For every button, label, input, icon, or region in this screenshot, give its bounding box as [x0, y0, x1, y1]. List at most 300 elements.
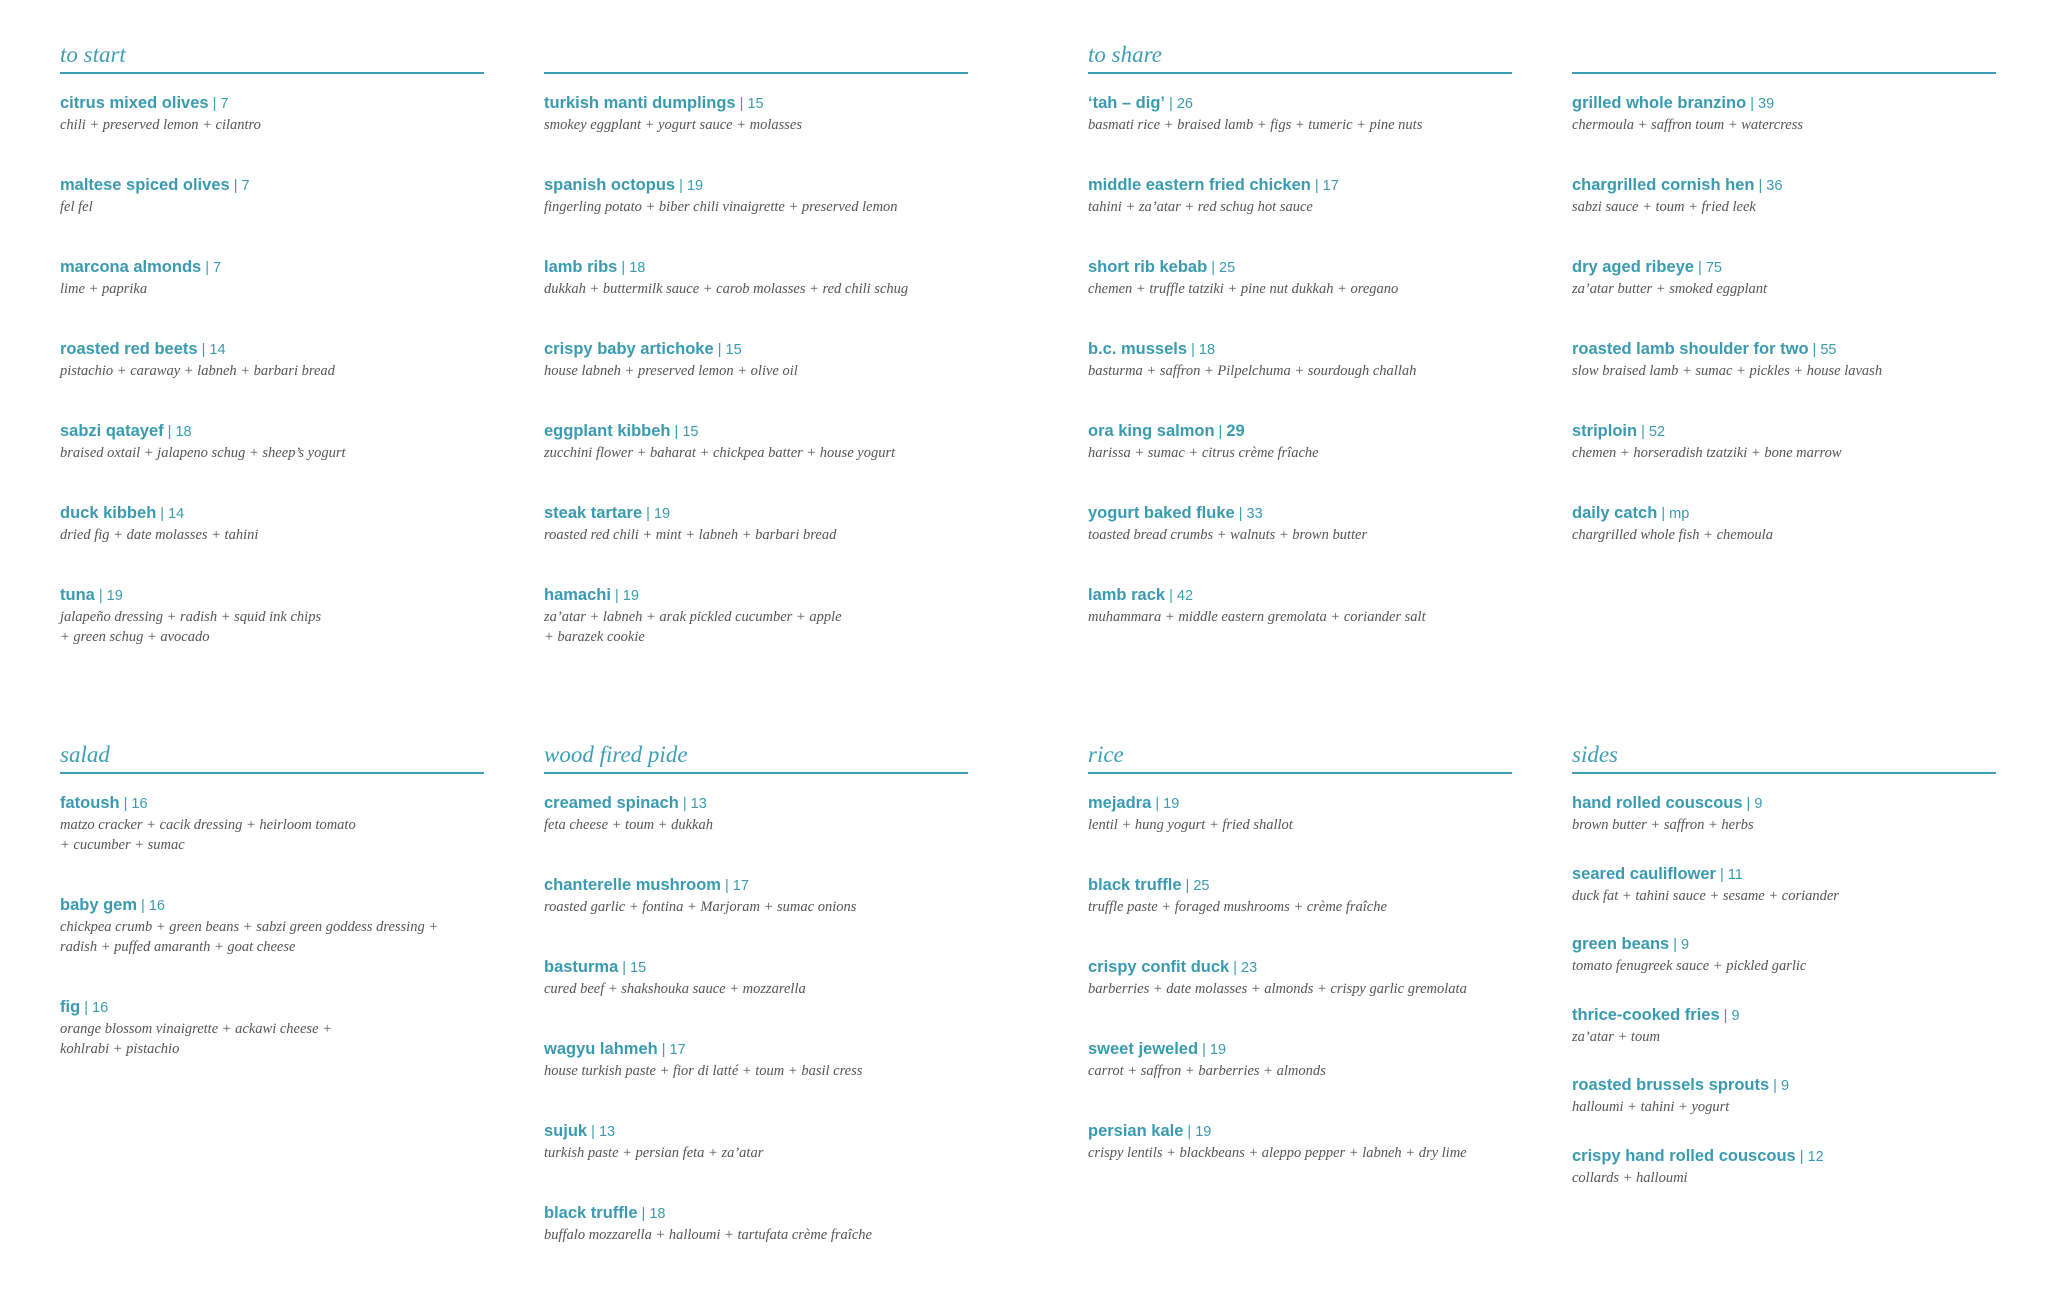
price-separator: |: [1769, 1078, 1781, 1094]
menu-item: [60, 996, 484, 1098]
dish-name: sabzi qatayef: [60, 422, 164, 440]
section-title-sides: sides: [1572, 740, 1996, 774]
menu-item: [544, 338, 968, 420]
dish-price: 13: [690, 796, 707, 812]
menu-item: [1088, 338, 1512, 420]
dish-price: 29: [1226, 422, 1245, 440]
menu-item: [1088, 420, 1512, 502]
dish-price: 19: [686, 178, 704, 194]
dish-description: chargrilled whole fish + chemoula: [1572, 527, 1773, 543]
price-separator: |: [642, 506, 654, 522]
dish-price: 17: [669, 1042, 686, 1058]
menu-item-heading: [544, 174, 968, 197]
dish-description: smokey eggplant + yogurt sauce + molasses: [544, 117, 802, 133]
price-separator: |: [1795, 1148, 1808, 1165]
dish-name: wagyu lahmeh: [544, 1040, 658, 1058]
menu-list-to-share-continued: [1572, 92, 1996, 584]
menu-item: [544, 956, 968, 1038]
dish-description: collards + halloumi: [1572, 1169, 1688, 1186]
menu-item: [60, 338, 484, 420]
column-to-start: [60, 40, 484, 666]
price-separator: |: [1234, 506, 1247, 522]
menu-item: [544, 1202, 968, 1284]
dish-price: 7: [241, 178, 250, 194]
dish-price: 14: [209, 342, 226, 358]
menu-item-heading: [1572, 792, 1996, 815]
menu-item-heading: [1572, 1074, 1996, 1097]
menu-item: [60, 792, 484, 894]
dish-name: fatoush: [60, 794, 120, 812]
price-separator: |: [1198, 1042, 1210, 1058]
dish-name: turkish manti dumplings: [544, 94, 736, 112]
menu-item: [1088, 92, 1512, 174]
dish-price: 19: [1195, 1124, 1212, 1140]
menu-item: [544, 92, 968, 174]
dish-description: feta cheese + toum + dukkah: [544, 817, 713, 833]
price-separator: |: [201, 260, 214, 276]
menu-item-heading: [544, 338, 968, 361]
menu-item-heading: [544, 92, 968, 115]
menu-item: [544, 256, 968, 338]
menu-item-heading: [1088, 338, 1512, 361]
column-sides: [1572, 740, 1996, 1215]
dish-price: 18: [649, 1206, 666, 1222]
dish-description: sabzi sauce + toum + fried leek: [1572, 199, 1756, 215]
menu-item-heading: [60, 256, 484, 279]
dish-name: citrus mixed olives: [60, 94, 209, 112]
dish-name: grilled whole branzino: [1572, 94, 1747, 112]
dish-description: cured beef + shakshouka sauce + mozzarella: [544, 981, 806, 997]
menu-item: [544, 792, 968, 874]
menu-list-to-share: [1088, 92, 1512, 666]
menu-item: [1572, 338, 1996, 420]
section-title-salad: salad: [60, 740, 484, 774]
section-title-wood-fired-pide: wood fired pide: [544, 740, 968, 774]
menu-item: [60, 894, 484, 996]
price-separator: |: [1165, 96, 1177, 112]
dish-description: turkish paste + persian feta + za’atar: [544, 1145, 764, 1161]
price-separator: |: [1754, 178, 1767, 194]
dish-price: 19: [622, 588, 639, 604]
dish-name: short rib kebab: [1088, 258, 1208, 276]
price-separator: |: [1719, 1007, 1732, 1024]
dish-description: chickpea crumb + green beans + sabzi green goddess dressing +: [60, 919, 439, 935]
price-separator: |: [1746, 96, 1759, 112]
menu-item-heading: [60, 792, 484, 815]
dish-price: 42: [1176, 588, 1194, 604]
price-separator: |: [1715, 866, 1728, 883]
menu-item: [1088, 792, 1512, 874]
dish-name: maltese spiced olives: [60, 176, 230, 194]
menu-item-heading: [1088, 874, 1512, 897]
menu-item: [60, 174, 484, 256]
price-separator: |: [1229, 960, 1242, 976]
column-to-share-continued: [1572, 40, 1996, 584]
dish-name: roasted brussels sprouts: [1572, 1076, 1770, 1094]
price-separator: |: [1187, 342, 1199, 358]
dish-price: 18: [629, 260, 646, 276]
dish-description: duck fat + tahini sauce + sesame + coriander: [1572, 887, 1839, 904]
menu-item: [1088, 874, 1512, 956]
dish-description: radish + puffed amaranth + goat cheese: [60, 939, 296, 955]
dish-price: 7: [213, 260, 222, 276]
price-separator: |: [94, 588, 107, 604]
dish-description: chili + preserved lemon + cilantro: [60, 117, 261, 133]
dish-description: fingerling potato + biber chili vinaigrette + preserved lemon: [544, 199, 898, 215]
dish-price: 9: [1731, 1007, 1740, 1024]
price-separator: |: [163, 424, 176, 440]
price-separator: |: [1165, 588, 1177, 604]
dish-name: baby gem: [60, 896, 138, 914]
dish-price: 18: [1198, 342, 1216, 358]
dish-name: daily catch: [1572, 504, 1658, 522]
menu-item: [544, 584, 968, 666]
dish-name: ora king salmon: [1088, 422, 1215, 440]
dish-name: crispy hand rolled couscous: [1572, 1146, 1796, 1165]
menu-item: [544, 420, 968, 502]
menu-item: [544, 1120, 968, 1202]
dish-description: slow braised lamb + sumac + pickles + house lavash: [1572, 363, 1883, 379]
menu-item-heading: [60, 502, 484, 525]
dish-price: 75: [1705, 260, 1722, 276]
price-separator: |: [197, 342, 210, 358]
dish-description: za’atar + labneh + arak pickled cucumber + apple: [544, 609, 842, 625]
menu-item-heading: [1088, 584, 1512, 607]
dish-description: roasted red chili + mint + labneh + barbari bread: [544, 527, 837, 543]
dish-name: roasted lamb shoulder for two: [1572, 340, 1809, 358]
dish-name: mejadra: [1088, 794, 1152, 812]
menu-list-salad: [60, 792, 484, 1098]
menu-item: [1572, 174, 1996, 256]
dish-name: creamed spinach: [544, 794, 679, 812]
menu-list-sides: [1572, 792, 1996, 1215]
menu-item-heading: [1572, 92, 1996, 115]
dish-description: lime + paprika: [60, 281, 148, 297]
dish-description: kohlrabi + pistachio: [60, 1041, 180, 1057]
dish-price: 52: [1648, 424, 1666, 440]
dish-price: 9: [1754, 796, 1763, 812]
dish-name: thrice-cooked fries: [1572, 1005, 1720, 1024]
dish-price: 16: [92, 1000, 109, 1016]
menu-item: [1088, 956, 1512, 1038]
price-separator: |: [229, 178, 242, 194]
dish-price: 13: [598, 1124, 616, 1140]
menu-item-heading: [544, 792, 968, 815]
price-separator: |: [137, 898, 149, 914]
dish-name: middle eastern fried chicken: [1088, 176, 1311, 194]
dish-name: sujuk: [544, 1122, 588, 1140]
menu-item-heading: [1572, 338, 1996, 361]
dish-description: chermoula + saffron toum + watercress: [1572, 117, 1804, 133]
dish-description: fel fel: [60, 199, 93, 215]
price-separator: |: [156, 506, 169, 522]
dish-description: + cucumber + sumac: [60, 837, 185, 853]
section-rule: [544, 40, 968, 74]
dish-name: duck kibbeh: [60, 504, 157, 522]
dish-description: muhammara + middle eastern gremolata + coriander salt: [1088, 609, 1426, 625]
menu-item: [1088, 502, 1512, 584]
dish-description: za’atar butter + smoked eggplant: [1572, 281, 1768, 297]
menu-item-heading: [1572, 174, 1996, 197]
dish-name: roasted red beets: [60, 340, 198, 358]
dish-name: striploin: [1572, 422, 1638, 440]
dish-name: b.c. mussels: [1088, 340, 1188, 358]
menu-item-heading: [544, 1120, 968, 1143]
dish-description: chemen + truffle tatziki + pine nut dukkah + oregano: [1088, 281, 1399, 297]
price-separator: |: [1181, 878, 1194, 894]
menu-item-heading: [60, 584, 484, 607]
dish-name: ‘tah – dig’: [1088, 94, 1166, 112]
column-wood-fired-pide: [544, 740, 968, 1284]
dish-description: tomato fenugreek sauce + pickled garlic: [1572, 958, 1807, 974]
price-separator: |: [1310, 178, 1323, 194]
dish-price: 12: [1807, 1148, 1824, 1165]
menu-item-heading: [1088, 792, 1512, 815]
menu-item: [60, 584, 484, 666]
menu-item: [1572, 1074, 1996, 1145]
menu-item-heading: [60, 174, 484, 197]
column-salad: [60, 740, 484, 1098]
price-separator: |: [1669, 937, 1682, 953]
dish-name: lamb ribs: [544, 258, 618, 276]
column-rice: [1088, 740, 1512, 1202]
dish-price: 19: [1209, 1042, 1227, 1058]
dish-price: 15: [725, 342, 742, 358]
dish-name: yogurt baked fluke: [1088, 504, 1235, 522]
menu-item-heading: [1088, 92, 1512, 115]
price-separator: |: [1657, 506, 1670, 522]
dish-name: lamb rack: [1088, 586, 1166, 604]
dish-description: lentil + hung yogurt + fried shallot: [1088, 817, 1293, 833]
menu-item-heading: [1088, 174, 1512, 197]
menu-item-heading: [544, 420, 968, 443]
dish-price: 15: [630, 960, 647, 976]
dish-price: 9: [1780, 1078, 1790, 1094]
menu-item: [544, 502, 968, 584]
section-title-rice: rice: [1088, 740, 1512, 774]
menu-list-to-start-continued: [544, 92, 968, 666]
price-separator: |: [713, 342, 726, 358]
menu-item: [1572, 933, 1996, 1004]
menu-item-heading: [544, 256, 968, 279]
dish-description: brown butter + saffron + herbs: [1572, 817, 1754, 833]
menu-item-heading: [1572, 933, 1996, 956]
price-separator: |: [735, 96, 748, 112]
dish-price: 16: [131, 796, 148, 812]
menu-item-heading: [60, 92, 484, 115]
menu-item-heading: [1572, 502, 1996, 525]
menu-item: [1088, 256, 1512, 338]
dish-description: dried fig + date molasses + tahini: [60, 527, 259, 543]
menu-item-heading: [544, 584, 968, 607]
dish-price: 23: [1241, 960, 1258, 976]
dish-price: 7: [220, 96, 229, 112]
dish-price: 25: [1219, 260, 1236, 276]
menu-item: [1572, 502, 1996, 584]
dish-description: orange blossom vinaigrette + ackawi cheese +: [60, 1021, 332, 1037]
menu-list-to-start: [60, 92, 484, 666]
dish-name: marcona almonds: [60, 258, 202, 276]
menu-list-rice: [1088, 792, 1512, 1202]
menu-item: [60, 92, 484, 174]
price-separator: |: [587, 1124, 599, 1140]
dish-description: jalapeño dressing + radish + squid ink chips: [60, 609, 322, 625]
section-title-to-start: to start: [60, 40, 484, 74]
dish-price: 16: [148, 898, 165, 914]
dish-price: 9: [1681, 937, 1690, 953]
dish-name: steak tartare: [544, 504, 643, 522]
menu-item: [1572, 256, 1996, 338]
dish-description: harissa + sumac + citrus crème frîache: [1088, 445, 1319, 461]
dish-price: 14: [168, 506, 185, 522]
dish-price: 15: [682, 424, 699, 440]
menu-item-heading: [1572, 1004, 1996, 1027]
price-separator: |: [119, 796, 132, 812]
dish-description: roasted garlic + fontina + Marjoram + sumac onions: [544, 899, 857, 915]
dish-price: 17: [1322, 178, 1339, 194]
dish-price: 19: [1163, 796, 1180, 812]
price-separator: |: [637, 1206, 650, 1222]
price-separator: |: [618, 960, 631, 976]
dish-description: tahini + za’atar + red schug hot sauce: [1088, 199, 1313, 215]
price-separator: |: [1183, 1124, 1196, 1140]
dish-name: tuna: [60, 586, 95, 604]
dish-description: chemen + horseradish tzatziki + bone marrow: [1572, 445, 1842, 461]
menu-item-heading: [60, 996, 484, 1019]
menu-item-heading: [1088, 256, 1512, 279]
menu-item-heading: [544, 1038, 968, 1061]
dish-description: + green schug + avocado: [60, 629, 210, 645]
dish-name: dry aged ribeye: [1572, 258, 1694, 276]
dish-name: crispy confit duck: [1088, 958, 1230, 976]
menu-item: [1088, 1120, 1512, 1202]
dish-description: crispy lentils + blackbeans + aleppo pepper + labneh + dry lime: [1088, 1145, 1467, 1161]
menu-item-heading: [60, 420, 484, 443]
menu-item-heading: [60, 338, 484, 361]
dish-name: hamachi: [544, 586, 611, 604]
dish-name: chargrilled cornish hen: [1572, 176, 1755, 194]
menu-item-heading: [544, 502, 968, 525]
menu-item-heading: [1572, 420, 1996, 443]
dish-price: 26: [1176, 96, 1193, 112]
dish-name: chanterelle mushroom: [544, 876, 721, 894]
price-separator: |: [657, 1042, 670, 1058]
dish-name: spanish octopus: [544, 176, 676, 194]
section-title-to-share: to share: [1088, 40, 1512, 74]
menu-item: [544, 874, 968, 956]
dish-description: buffalo mozzarella + halloumi + tartufata crème fraîche: [544, 1227, 872, 1243]
price-separator: |: [670, 424, 683, 440]
menu-item-heading: [60, 894, 484, 917]
dish-description: braised oxtail + jalapeno schug + sheep’s yogurt: [60, 445, 346, 461]
dish-name: hand rolled couscous: [1572, 794, 1743, 812]
menu-item: [544, 174, 968, 256]
dish-description: basmati rice + braised lamb + figs + tumeric + pine nuts: [1088, 117, 1423, 133]
dish-description: house labneh + preserved lemon + olive oil: [544, 363, 798, 379]
menu-item: [1572, 92, 1996, 174]
menu-item-heading: [1088, 420, 1512, 443]
dish-name: crispy baby artichoke: [544, 340, 714, 358]
menu-item: [1572, 792, 1996, 863]
dish-price: 11: [1727, 866, 1743, 883]
dish-description: matzo cracker + cacik dressing + heirloom tomato: [60, 817, 356, 833]
menu-item: [1572, 420, 1996, 502]
menu-item-heading: [1088, 502, 1512, 525]
menu-item-heading: [544, 1202, 968, 1225]
price-separator: |: [720, 878, 733, 894]
dish-name: seared cauliflower: [1572, 864, 1716, 883]
menu-item: [60, 502, 484, 584]
menu-item: [1088, 584, 1512, 666]
price-separator: |: [675, 178, 687, 194]
menu-item-heading: [1572, 1145, 1996, 1168]
dish-description: halloumi + tahini + yogurt: [1572, 1099, 1730, 1115]
dish-description: house turkish paste + fior di latté + toum + basil cress: [544, 1063, 863, 1079]
dish-price: 25: [1193, 878, 1210, 894]
dish-name: green beans: [1572, 935, 1670, 953]
price-separator: |: [1742, 796, 1755, 812]
price-separator: |: [1693, 260, 1706, 276]
price-separator: |: [617, 260, 630, 276]
column-to-share: [1088, 40, 1512, 666]
dish-price: 55: [1820, 342, 1837, 358]
dish-description: barberries + date molasses + almonds + crispy garlic gremolata: [1088, 981, 1467, 997]
menu-item-heading: [1088, 956, 1512, 979]
menu-item-heading: [544, 874, 968, 897]
menu-item-heading: [1572, 256, 1996, 279]
dish-price: 39: [1758, 96, 1775, 112]
price-separator: |: [208, 96, 221, 112]
dish-description: pistachio + caraway + labneh + barbari bread: [60, 363, 335, 379]
dish-price: 18: [175, 424, 192, 440]
dish-price: 19: [106, 588, 123, 604]
dish-name: basturma: [544, 958, 619, 976]
dish-name: fig: [60, 998, 81, 1016]
dish-price: 17: [732, 878, 749, 894]
menu-item-heading: [1088, 1120, 1512, 1143]
dish-description: toasted bread crumbs + walnuts + brown butter: [1088, 527, 1368, 543]
menu-item-heading: [1088, 1038, 1512, 1061]
dish-price: 33: [1246, 506, 1263, 522]
section-rule: [1572, 40, 1996, 74]
dish-description: carrot + saffron + barberries + almonds: [1088, 1063, 1326, 1079]
menu-item-heading: [544, 956, 968, 979]
dish-price: 19: [653, 506, 671, 522]
dish-name: persian kale: [1088, 1122, 1184, 1140]
menu-item: [1088, 1038, 1512, 1120]
menu-list-wood-fired-pide: [544, 792, 968, 1284]
dish-description: basturma + saffron + Pilpelchuma + sourdough challah: [1088, 363, 1417, 379]
menu-item-heading: [1572, 863, 1996, 886]
dish-name: sweet jeweled: [1088, 1040, 1199, 1058]
dish-description: + barazek cookie: [544, 629, 645, 645]
dish-name: black truffle: [544, 1204, 638, 1222]
price-separator: |: [1207, 260, 1220, 276]
dish-price: 36: [1766, 178, 1783, 194]
dish-price: 15: [747, 96, 764, 112]
menu-item: [60, 420, 484, 502]
menu-item: [60, 256, 484, 338]
price-separator: |: [1637, 424, 1649, 440]
price-separator: |: [1808, 342, 1821, 358]
menu-item: [1572, 863, 1996, 934]
menu-item: [1572, 1145, 1996, 1216]
dish-description: truffle paste + foraged mushrooms + crème fraîche: [1088, 899, 1387, 915]
dish-description: zucchini flower + baharat + chickpea batter + house yogurt: [544, 445, 896, 461]
price-separator: |: [610, 588, 623, 604]
menu-item: [1088, 174, 1512, 256]
dish-name: black truffle: [1088, 876, 1182, 894]
